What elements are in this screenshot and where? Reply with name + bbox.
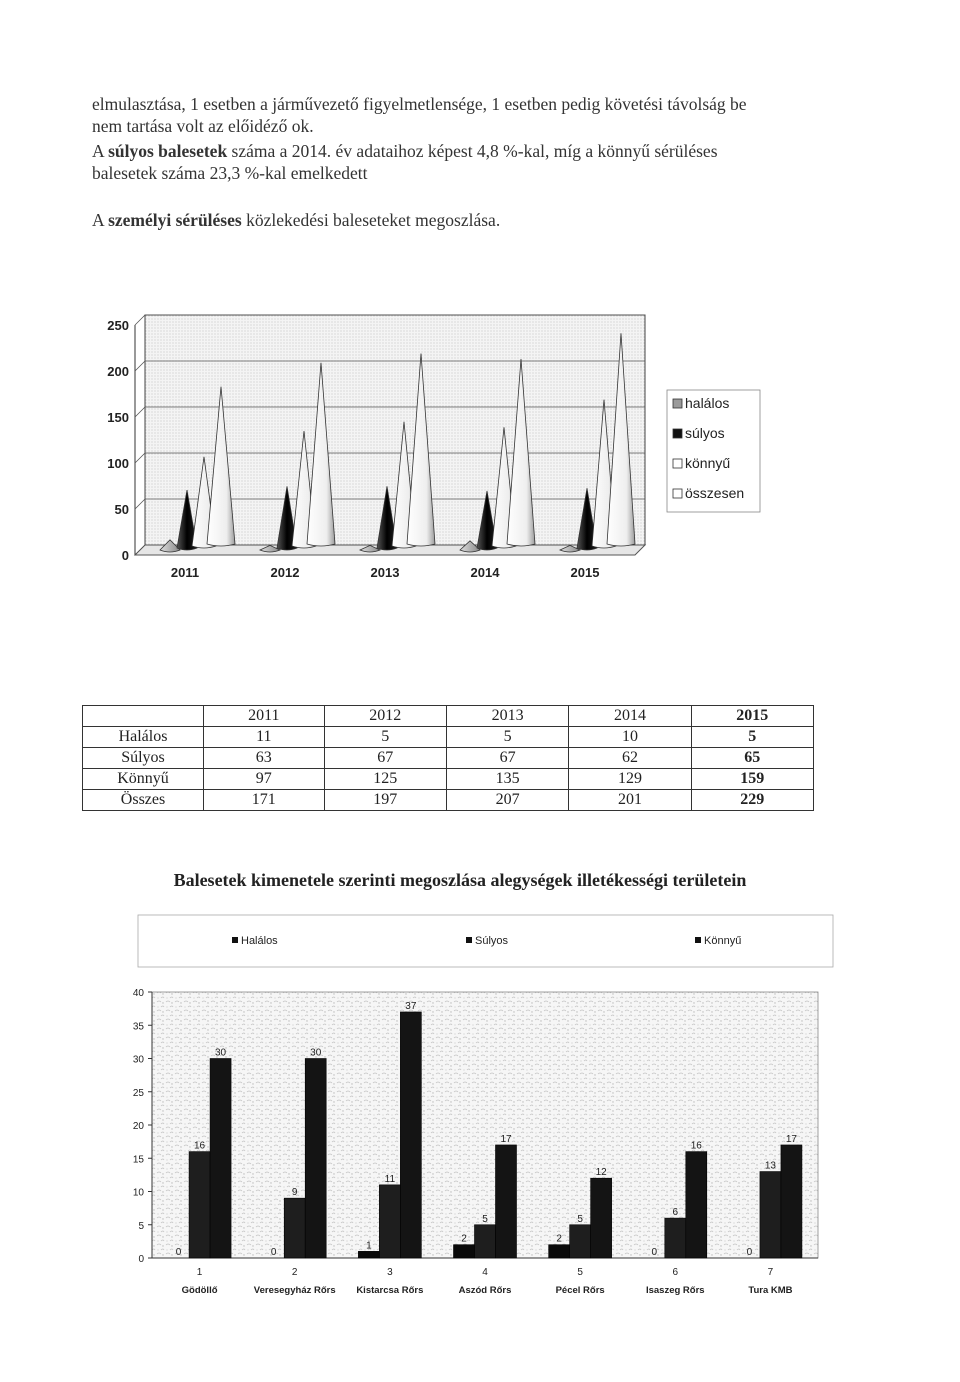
chart2-y-tick-label: 25 xyxy=(132,1087,144,1099)
chart2-x-tick-label: 4 xyxy=(482,1267,488,1278)
chart1-gridline-side xyxy=(135,453,145,463)
table-cell: 5 xyxy=(324,727,446,748)
chart1-y-tick-label: 100 xyxy=(107,456,129,471)
h1-rest: közlekedési baleseteket megoszlása. xyxy=(241,210,501,230)
chart2-data-label: 0 xyxy=(746,1247,753,1258)
chart2-data-label: 5 xyxy=(482,1213,488,1225)
chart1-legend-swatch xyxy=(673,459,682,468)
table-cell: 5 xyxy=(691,727,813,748)
chart2-category-name: Kistarcsa Rőrs xyxy=(356,1285,424,1296)
chart2-data-label: 12 xyxy=(595,1167,607,1179)
chart2-bar-Könnyű xyxy=(496,1145,517,1258)
chart2-data-label: 2 xyxy=(556,1233,562,1245)
table-cell: 159 xyxy=(691,769,813,790)
table-header-cell: 2015 xyxy=(691,706,813,727)
unit-bar-chart xyxy=(120,910,840,1305)
chart2-data-label: 5 xyxy=(577,1213,583,1225)
chart1-gridline-side xyxy=(135,407,145,417)
chart2-legend-label: Könnyű xyxy=(704,935,742,947)
chart2-bar-Súlyos xyxy=(284,1198,305,1258)
table-cell: 11 xyxy=(204,727,325,748)
chart2-bar-Könnyű xyxy=(686,1152,707,1258)
table-header-cell xyxy=(83,706,204,727)
table-cell: 135 xyxy=(446,769,568,790)
chart2-bar-Könnyű xyxy=(781,1145,802,1258)
chart1-legend-swatch xyxy=(673,489,682,498)
row-label: Halálos xyxy=(83,727,204,748)
chart1-x-tick-label: 2013 xyxy=(370,565,400,580)
chart2-y-tick-label: 20 xyxy=(132,1121,144,1132)
chart2-data-label: 9 xyxy=(291,1187,298,1199)
chart1-legend-label: halálos xyxy=(685,395,730,411)
p1-line-1: elmulasztása, 1 esetben a járművezető figyelmetlensége, 1 esetben pedig követési távolság be xyxy=(92,94,747,114)
accident-table xyxy=(82,705,814,811)
chart2-data-label: 6 xyxy=(672,1207,679,1219)
p2-line-1 xyxy=(92,140,892,162)
chart2-category-name: Veresegyház Rőrs xyxy=(253,1285,336,1296)
chart2-legend-swatch xyxy=(695,937,701,943)
chart2-data-label: 2 xyxy=(461,1233,467,1245)
chart2-y-tick-label: 5 xyxy=(138,1220,144,1232)
chart2-data-label: 13 xyxy=(764,1160,776,1172)
table-cell: 67 xyxy=(446,748,568,769)
p2-line-2: balesetek száma 23,3 %-kal emelkedett xyxy=(92,163,368,183)
chart1-legend-label: összesen xyxy=(685,485,745,501)
table-row xyxy=(83,790,814,811)
chart2-bar-Súlyos xyxy=(665,1218,686,1258)
chart1-x-tick-label: 2012 xyxy=(270,565,300,580)
chart1-legend-swatch xyxy=(673,399,682,408)
chart2-data-label: 16 xyxy=(690,1140,702,1152)
cone-chart-yearly xyxy=(70,300,790,590)
h1-pre: A xyxy=(92,210,109,230)
table-cell: 197 xyxy=(324,790,446,811)
table-header-cell: 2012 xyxy=(324,706,446,727)
chart2-legend-label: Halálos xyxy=(241,935,278,947)
chart2-data-label: 30 xyxy=(310,1047,322,1059)
chart2-legend-label: Súlyos xyxy=(475,935,509,947)
table-header-cell: 2014 xyxy=(569,706,691,727)
chart1-legend-label: könnyű xyxy=(685,455,731,471)
chart2-y-tick-label: 0 xyxy=(138,1254,144,1265)
table-cell: 10 xyxy=(569,727,691,748)
p2-bold: súlyos balesetek xyxy=(108,141,228,161)
chart1-y-tick-label: 150 xyxy=(107,410,129,425)
chart1-x-tick-label: 2014 xyxy=(470,565,500,580)
chart2-y-tick-label: 15 xyxy=(132,1154,144,1166)
chart1-y-tick-label: 250 xyxy=(107,318,129,333)
chart2-category-name: Aszód Rőrs xyxy=(458,1285,512,1296)
chart2-legend-swatch xyxy=(466,937,472,943)
chart1-legend-swatch xyxy=(673,429,682,438)
chart2-x-tick-label: 2 xyxy=(291,1267,298,1278)
chart2-bar-Súlyos xyxy=(379,1185,400,1258)
chart2-bar-Halálos xyxy=(454,1245,475,1258)
p2-rest: száma a 2014. év adataihoz képest 4,8 %-kal, míg a könnyű sérüléses xyxy=(227,141,718,161)
chart2-category-name: Tura KMB xyxy=(748,1285,793,1296)
table-row xyxy=(83,748,814,769)
table-cell: 125 xyxy=(324,769,446,790)
chart2-data-label: 1 xyxy=(366,1240,372,1252)
table-cell: 97 xyxy=(204,769,325,790)
chart2-bar-Halálos xyxy=(549,1245,570,1258)
chart2-x-tick-label: 3 xyxy=(387,1267,393,1278)
chart2-x-tick-label: 7 xyxy=(767,1267,774,1278)
chart2-bar-Súlyos xyxy=(475,1225,496,1258)
chart2-y-tick-label: 35 xyxy=(132,1021,144,1033)
chart2-data-label: 16 xyxy=(194,1140,206,1152)
paragraph-1 xyxy=(92,93,892,137)
chart1-x-tick-label: 2015 xyxy=(570,565,600,580)
table-row xyxy=(83,769,814,790)
chart2-category-name: Gödöllő xyxy=(181,1285,218,1296)
table-cell: 229 xyxy=(691,790,813,811)
table-cell: 63 xyxy=(204,748,325,769)
chart2-data-label: 30 xyxy=(215,1047,227,1059)
chart1-x-tick-label: 2011 xyxy=(170,565,200,580)
table-cell: 67 xyxy=(324,748,446,769)
chart2-bar-Halálos xyxy=(358,1251,379,1258)
chart2-bar-Könnyű xyxy=(305,1059,326,1259)
chart1-gridline-side xyxy=(135,499,145,509)
chart2-data-label: 0 xyxy=(651,1247,658,1258)
table-header-cell: 2011 xyxy=(204,706,325,727)
chart1-y-tick-label: 50 xyxy=(114,502,129,517)
table-cell: 65 xyxy=(691,748,813,769)
chart1-gridline-side xyxy=(135,315,145,325)
chart2-data-label: 37 xyxy=(405,1000,417,1012)
table-row xyxy=(83,727,814,748)
chart2-bar-Súlyos xyxy=(760,1172,781,1258)
chart2-legend xyxy=(138,915,833,967)
chart2-bar-Súlyos xyxy=(189,1152,210,1258)
table-cell: 62 xyxy=(569,748,691,769)
p2-pre: A xyxy=(92,141,109,161)
chart2-data-label: 17 xyxy=(785,1133,797,1145)
chart2-data-label: 0 xyxy=(175,1247,182,1258)
paragraph-2 xyxy=(92,140,892,184)
chart2-heading: Balesetek kimenetele szerinti megoszlása alegységek illetékességi területein xyxy=(173,870,747,890)
table-cell: 5 xyxy=(446,727,568,748)
chart1-legend xyxy=(667,390,760,512)
chart2-legend-swatch xyxy=(232,937,238,943)
chart2-data-label: 0 xyxy=(270,1247,277,1258)
chart2-y-tick-label: 10 xyxy=(132,1187,144,1199)
chart1-heading xyxy=(92,210,500,231)
row-label: Súlyos xyxy=(83,748,204,769)
chart2-x-tick-label: 6 xyxy=(672,1267,679,1278)
chart2-data-label: 17 xyxy=(500,1133,512,1145)
chart1-gridline-side xyxy=(135,361,145,371)
p1-line-2: nem tartása volt az előidéző ok. xyxy=(92,116,314,136)
row-label: Könnyű xyxy=(83,769,204,790)
chart2-data-label: 11 xyxy=(384,1173,396,1185)
table-header-cell: 2013 xyxy=(446,706,568,727)
chart2-bar-Könnyű xyxy=(400,1012,421,1258)
chart2-y-tick-label: 40 xyxy=(132,988,144,999)
chart2-bar-Könnyű xyxy=(591,1178,612,1258)
chart2-bar-Könnyű xyxy=(210,1059,231,1259)
chart1-y-tick-label: 0 xyxy=(121,548,129,563)
table-header-row xyxy=(83,706,814,727)
chart2-category-name: Isaszeg Rőrs xyxy=(645,1285,705,1296)
row-label: Összes xyxy=(83,790,204,811)
table-cell: 171 xyxy=(204,790,325,811)
chart2-category-name: Pécel Rőrs xyxy=(555,1285,605,1296)
table-cell: 207 xyxy=(446,790,568,811)
chart2-bar-Súlyos xyxy=(570,1225,591,1258)
chart2-y-tick-label: 30 xyxy=(132,1054,144,1066)
chart2-x-tick-label: 5 xyxy=(577,1267,583,1278)
table-cell: 129 xyxy=(569,769,691,790)
chart1-y-tick-label: 200 xyxy=(107,364,129,379)
table-cell: 201 xyxy=(569,790,691,811)
h1-bold: személyi sérüléses xyxy=(108,210,242,230)
chart1-legend-label: súlyos xyxy=(685,425,725,441)
chart2-x-tick-label: 1 xyxy=(196,1267,203,1278)
